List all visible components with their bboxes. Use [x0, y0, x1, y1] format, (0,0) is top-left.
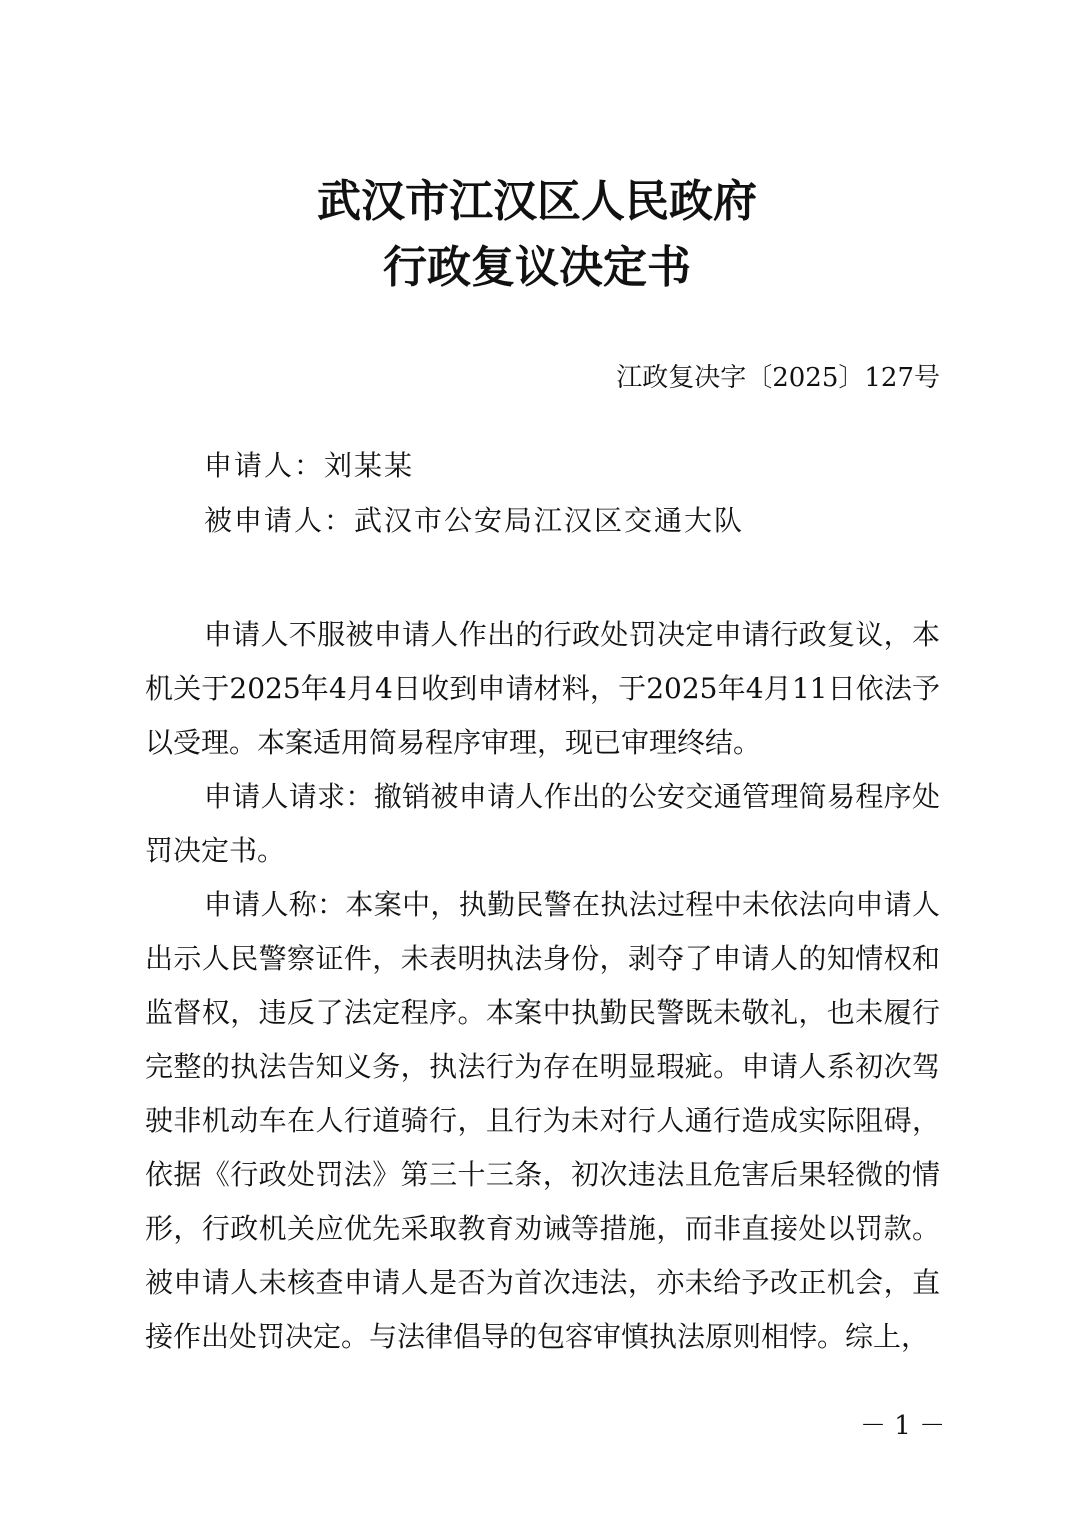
body-paragraph-claims: 申请人称：本案中，执勤民警在执法过程中未依法向申请人出示人民警察证件，未表明执法身份，剥夺了申请人的知情权和监督权，违反了法定程序。本案中执勤民警既未敬礼，也未履行完整的执法告知义务，执法行为存在明显瑕疵。申请人系初次驾驶非机动车在人行道骑行，且行为未对行人通行造成实际阻碍，依据《行政处罚法》第三十三条，初次违法且危害后果轻微的情形，行政机关应优先采取教育劝诫等措施，而非直接处以罚款。被申请人未核查申请人是否为首次违法，亦未给予改正机会，直接作出处罚决定。与法律倡导的包容审慎执法原则相悖。综上， — [145, 888, 940, 1353]
body-paragraph-acceptance: 申请人不服被申请人作出的行政处罚决定申请行政复议，本机关于2025年4月4日收到申请材料，于2025年4月11日依法予以受理。本案适用简易程序审理，现已审理终结。 — [145, 618, 940, 759]
applicant-line: 申请人：刘某某 — [204, 449, 415, 482]
body-paragraph-request: 申请人请求：撤销被申请人作出的公安交通管理简易程序处罚决定书。 — [145, 780, 940, 867]
page-number: － 1 － — [860, 1411, 946, 1441]
document-title-type: 行政复议决定书 — [383, 242, 691, 293]
respondent-line: 被申请人：武汉市公安局江汉区交通大队 — [204, 504, 745, 537]
document-body — [145, 608, 940, 1364]
document-number: 江政复决字〔2025〕127号 — [616, 363, 940, 393]
document-title-issuer: 武汉市江汉区人民政府 — [317, 176, 757, 227]
